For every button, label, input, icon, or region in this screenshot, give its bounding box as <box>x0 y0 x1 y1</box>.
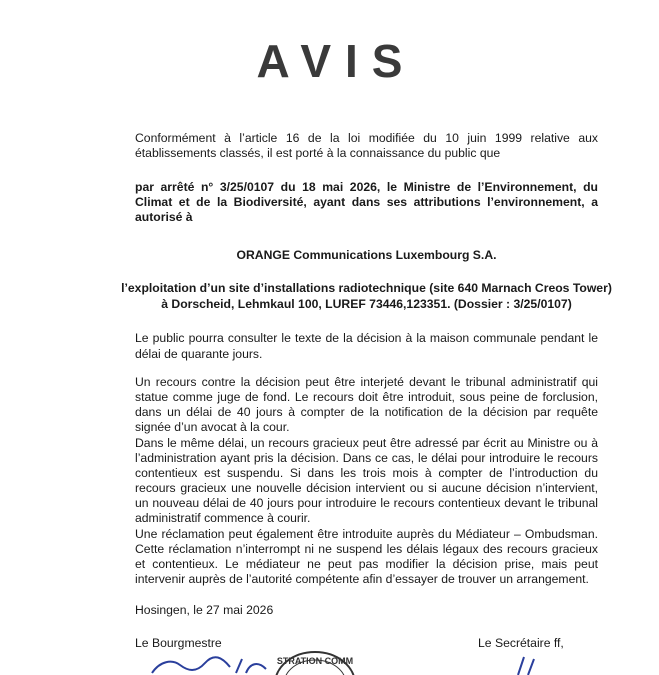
intro-paragraph: Conformément à l’article 16 de la loi modifiée du 10 juin 1999 relative aux établissements classés, il est porté à la connaissance du public que <box>135 131 598 160</box>
object-paragraph: l’exploitation d’un site d’installations radiotechnique (site 640 Marnach Creos Tower) à Dorscheid, Lehmkaul 100, LUREF 73446,123351. (Dossier : 3/25/0107) <box>121 281 612 311</box>
signature-right-icon <box>510 655 550 675</box>
recours-paragraph-3: Une réclamation peut également être introduite auprès du Médiateur – Ombudsman. Cette réclamation n’interrompt ni ne suspend les délais légaux des recours gracieux et contentieux. Le médiateur ne peut pas modifier la décision prise, mais peut intervenir auprès de l’autorité compétente afin d’essayer de trouver un arrangement. <box>135 527 598 586</box>
signatory-left-label: Le Bourgmestre <box>135 636 222 650</box>
consult-paragraph: Le public pourra consulter le texte de la décision à la maison communale pendant le délai de quarante jours. <box>135 331 598 361</box>
place-and-date: Hosingen, le 27 mai 2026 <box>135 603 274 617</box>
signatory-right-label: Le Secrétaire ff, <box>478 636 564 650</box>
signature-left-icon <box>150 655 270 675</box>
decision-paragraph: par arrêté n° 3/25/0107 du 18 mai 2026, le Ministre de l’Environnement, du Climat et de la Biodiversité, ayant dans ses attributions l’environnement, a autorisé à <box>135 180 598 224</box>
document-title: AVIS <box>256 35 417 87</box>
stamp-text: STRATION COMM <box>276 656 354 666</box>
official-stamp-icon <box>270 648 360 675</box>
recours-paragraph-1: Un recours contre la décision peut être interjeté devant le tribunal administratif qui statue comme juge de fond. Le recours doit être introduit, sous peine de forclusion, dans un délai de 40 jours à compter de la notification de la décision par requête signée d’un avocat à la cour. <box>135 375 598 434</box>
recours-paragraph-2: Dans le même délai, un recours gracieux peut être adressé par écrit au Ministre ou à l’administration ayant pris la décision. Dans ce cas, le délai pour introduire le recours contentieux est suspendu. Si dans les trois mois à compter de l’introduction du recours gracieux une nouvelle décision intervient ou si aucune décision n’intervient, un nouveau délai de 40 jours pour introduire le recours contentieux devant le tribunal administratif commence à courir. <box>135 436 598 525</box>
company-name: ORANGE Communications Luxembourg S.A. <box>236 248 497 262</box>
